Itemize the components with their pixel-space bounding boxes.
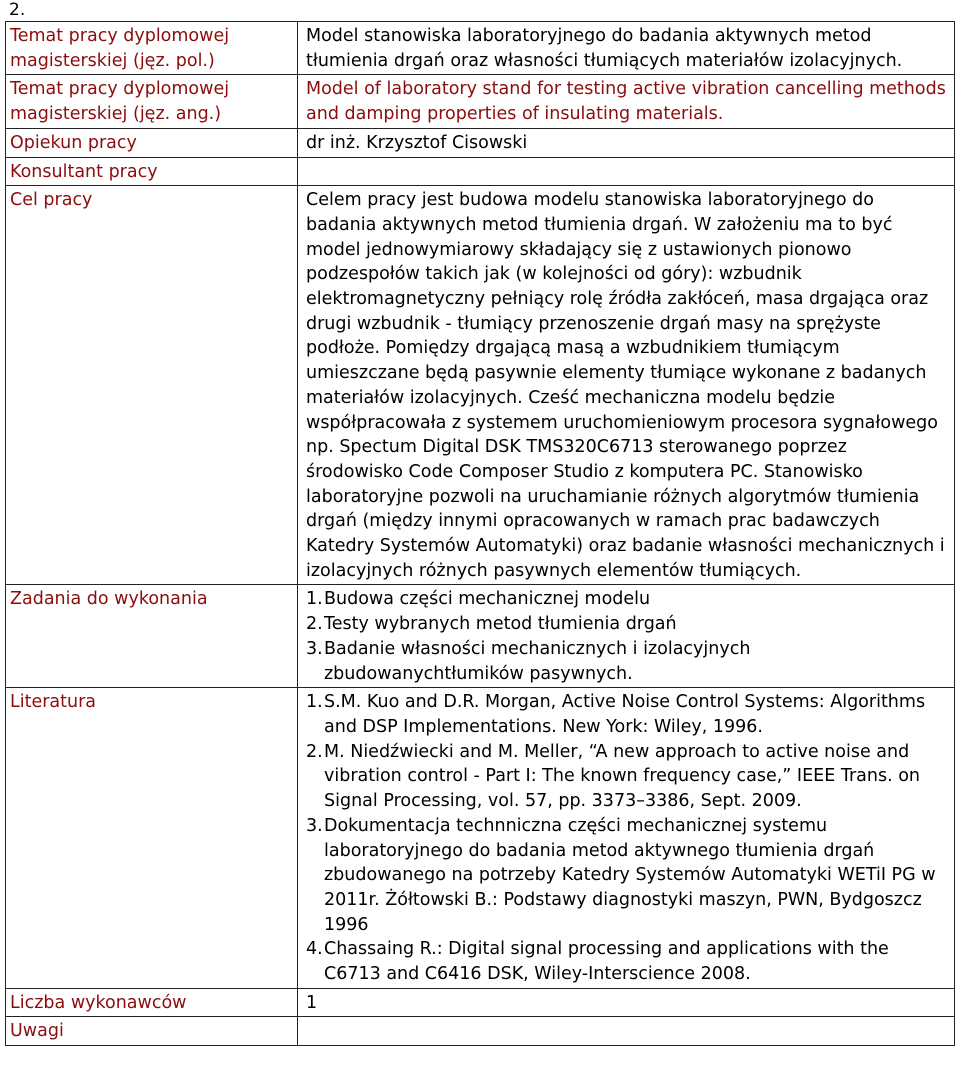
row-title-en — [6, 75, 955, 128]
label-literature: Literatura — [6, 688, 298, 988]
list-item — [306, 814, 948, 938]
value-goal: Celem pracy jest budowa modelu stanowiska laboratoryjnego do badania aktywnych metod tłumienia drgań. W założeniu ma to być model jednowymiarowy składający się z ustawionych pionowo podzespołów takich jak (w kolejności od góry): wzbudnik elektromagnetyczny pełniący rolę źródła zakłóceń, masa drgająca oraz drugi wzbudnik - tłumiący przenoszenie drgań masy na sprężyste podłoże. Pomiędzy drgającą masą a wzbudnikiem tłumiącym umieszczane będą pasywnie elementy tłumiące wykonane z badanych materiałów izolacyjnych. Cześć mechaniczna modelu będzie współpracowała z systemem uruchomieniowym procesora sygnałowego np. Spectum Digital DSK TMS320C6713 sterowanego poprzez środowisko Code Composer Studio z komputera PC. Stanowisko laboratoryjne pozwoli na uruchamianie różnych algorytmów tłumienia drgań (między innymi opracowanych w ramach prac badawczych Katedry Systemów Automatyki) oraz badanie własności mechanicznych i izolacyjnych różnych pasywnych elementów tłumiących. — [298, 186, 955, 585]
label-contractors: Liczba wykonawców — [6, 988, 298, 1017]
list-item — [306, 612, 948, 637]
task-list — [306, 587, 948, 686]
item-number: 4. — [306, 939, 323, 960]
item-number: 2. — [306, 614, 323, 635]
section-number: 2. — [9, 0, 26, 20]
item-text: Badanie własności mechanicznych i izolacyjnych zbudowanychtłumików pasywnych. — [324, 638, 751, 684]
value-notes — [298, 1017, 955, 1046]
label-goal: Cel pracy — [6, 186, 298, 585]
reference-list — [306, 690, 948, 986]
value-literature — [298, 688, 955, 988]
value-title-pl: Model stanowiska laboratoryjnego do badania aktywnych metod tłumienia drgań oraz własności tłumiących materiałów izolacyjnych. — [298, 22, 955, 75]
item-number: 3. — [306, 815, 323, 836]
row-goal — [6, 186, 955, 585]
list-item — [306, 690, 948, 739]
label-consultant: Konsultant pracy — [6, 157, 298, 186]
item-text: Budowa części mechanicznej modelu — [324, 589, 651, 610]
label-supervisor: Opiekun pracy — [6, 128, 298, 157]
row-contractors — [6, 988, 955, 1017]
item-number: 3. — [306, 638, 323, 659]
row-notes — [6, 1017, 955, 1046]
row-tasks — [6, 585, 955, 688]
row-supervisor — [6, 128, 955, 157]
item-number: 1. — [306, 589, 323, 610]
row-literature — [6, 688, 955, 988]
label-title-pl: Temat pracy dyplomowej magisterskiej (jęz. pol.) — [6, 22, 298, 75]
value-tasks — [298, 585, 955, 688]
label-notes: Uwagi — [6, 1017, 298, 1046]
list-item — [306, 637, 948, 686]
item-text: M. Niedźwiecki and M. Meller, “A new approach to active noise and vibration control - Part I: The known frequency case,” IEEE Trans. on Signal Processing, vol. 57, pp. 3373–3386, Sept. 2009. — [324, 741, 920, 812]
item-text: S.M. Kuo and D.R. Morgan, Active Noise Control Systems: Algorithms and DSP Implementations. New York: Wiley, 1996. — [324, 692, 926, 737]
value-consultant — [298, 157, 955, 186]
value-title-en: Model of laboratory stand for testing active vibration cancelling methods and damping properties of insulating materials. — [298, 75, 955, 128]
item-text: Testy wybranych metod tłumienia drgań — [324, 614, 677, 635]
value-contractors: 1 — [298, 988, 955, 1017]
item-text: Chassaing R.: Digital signal processing and applications with the C6713 and C6416 DSK, Wiley-Interscience 2008. — [324, 939, 889, 985]
thesis-topic-table — [5, 21, 955, 1046]
label-tasks: Zadania do wykonania — [6, 585, 298, 688]
list-item — [306, 740, 948, 814]
row-consultant — [6, 157, 955, 186]
value-supervisor: dr inż. Krzysztof Cisowski — [298, 128, 955, 157]
item-text: Dokumentacja technniczna części mechanicznej systemu laboratoryjnego do badania metod aktywnego tłumienia drgań zbudowanego na potrzeby Katedry Systemów Automatyki WETiI PG w 2011r. Żółtowski B.: Podstawy diagnostyki maszyn, PWN, Bydgoszcz 1996 — [324, 815, 936, 935]
list-item — [306, 937, 948, 986]
list-item — [306, 587, 948, 612]
row-title-pl — [6, 22, 955, 75]
item-number: 2. — [306, 741, 323, 762]
item-number: 1. — [306, 692, 323, 713]
label-title-en: Temat pracy dyplomowej magisterskiej (jęz. ang.) — [6, 75, 298, 128]
